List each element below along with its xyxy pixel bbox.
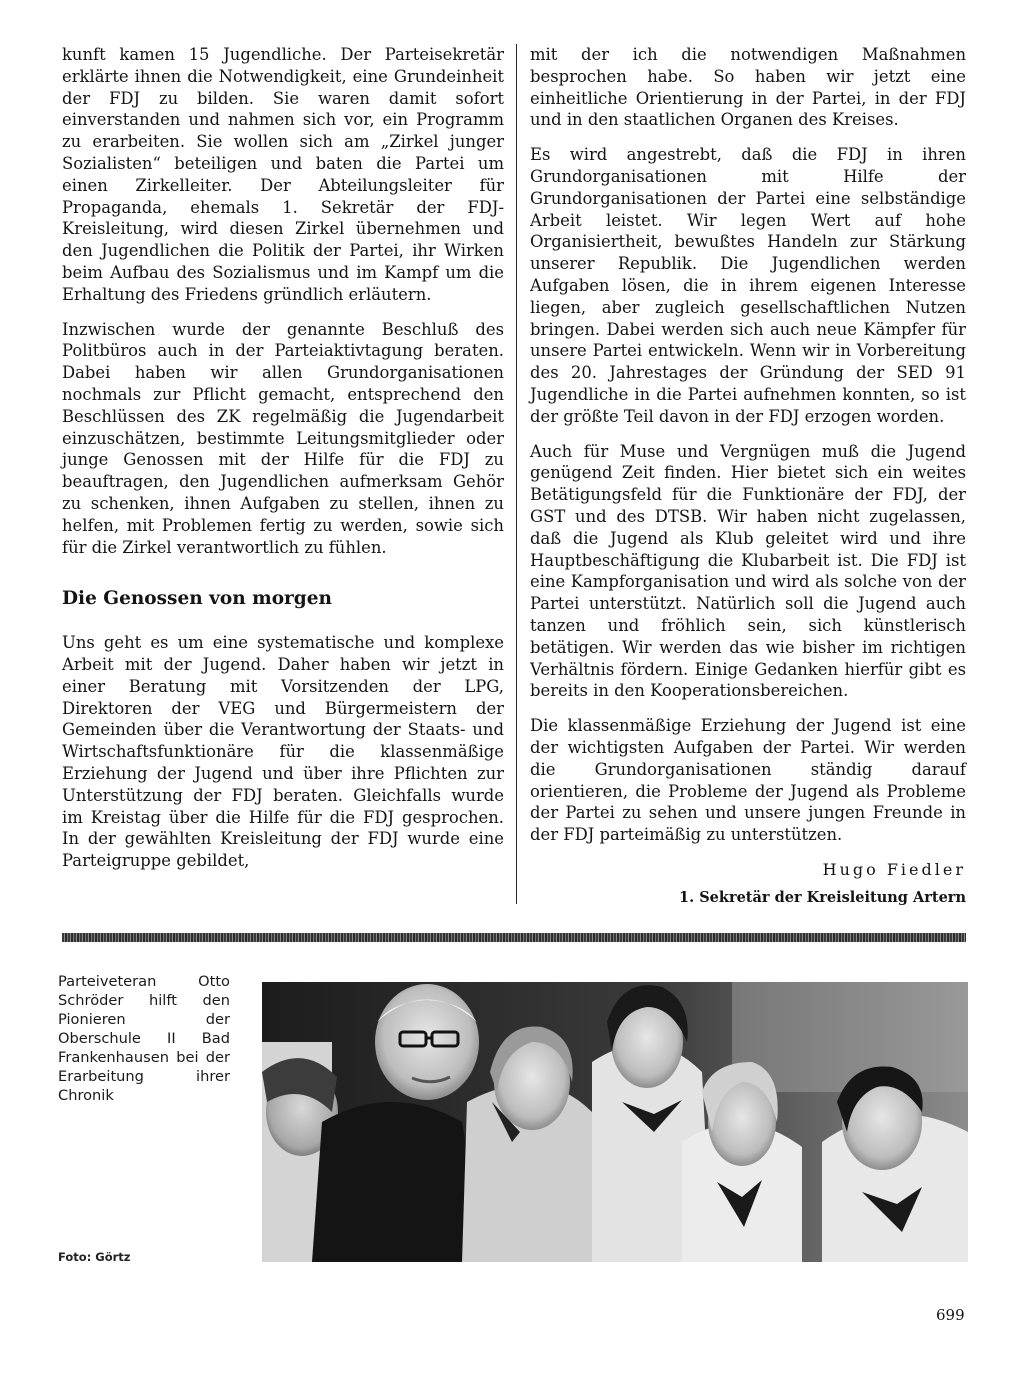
paragraph: Die klassenmäßige Erziehung der Jugend ist eine der wichtigsten Aufgaben der Partei. Wir werden die Grundorganisationen ständig darauf orientieren, die Probleme der Jugend als Probleme der Partei zu sehen und unsere jungen Freunde in der FDJ parteimäßig zu unterstützen. [530, 716, 966, 845]
photo-credit: Foto: Görtz [58, 1250, 131, 1264]
paragraph: Uns geht es um eine systematische und komplexe Arbeit mit der Jugend. Daher haben wir jetzt in einer Beratung mit Vorsitzenden der LPG, Direktoren der VEG und Bürgermeistern der Gemeinden über die Verantwortung der Staats- und Wirtschaftsfunktionäre für die klassenmäßige Erziehung der Jugend und über ihre Pflichten zur Unterstützung der FDJ beraten. Gleichfalls wurde im Kreistag über die Hilfe für die FDJ gesprochen. In der gewählten Kreisleitung der FDJ wurde eine Parteigruppe gebildet, [62, 633, 504, 871]
right-column [530, 44, 966, 908]
author-name: Hugo Fiedler [822, 859, 966, 879]
column-divider [516, 44, 517, 904]
author-title: 1. Sekretär der Kreisleitung Artern [679, 888, 966, 906]
paragraph: Es wird angestrebt, daß die FDJ in ihren Grundorganisationen mit Hilfe der Grundorganisationen der Partei eine selbständige Arbeit leistet. Wir legen Wert auf hohe Organisiertheit, bewußtes Handeln zur Stärkung unserer Republik. Die Jugendlichen werden Aufgaben lösen, die in ihrem eigenen Interesse liegen, aber zugleich gesellschaftlichen Nutzen bringen. Dabei werden sich auch neue Kämpfer für unsere Partei entwickeln. Wenn wir in Vorbereitung des 20. Jahrestages der Gründung der SED 91 Jugendliche in die Partei aufnehmen konnten, so ist der größte Teil davon in der FDJ erzogen worden. [530, 145, 966, 426]
paragraph: Inzwischen wurde der genannte Beschluß des Politbüros auch in der Parteiaktivtagung beraten. Dabei haben wir allen Grundorganisationen nochmals zur Pflicht gemacht, entsprechend den Beschlüssen des ZK regelmäßig die Jugendarbeit einzuschätzen, bestimmte Leitungsmitglieder oder junge Genossen mit der Hilfe für die FDJ zu beauftragen, den Jugendlichen aufmerksam Gehör zu schenken, ihnen Aufgaben zu stellen, ihnen zu helfen, mit Problemen fertig zu werden, sowie sich für die Zirkel verantwortlich zu fühlen. [62, 319, 504, 557]
paragraph: Auch für Muse und Vergnügen muß die Jugend genügend Zeit finden. Hier bietet sich ein weites Betätigungsfeld für die Funktionäre der FDJ, der GST und des DTSB. Wir haben nicht zugelassen, daß die Jugend als Klub geleitet wird und ihre Hauptbeschäftigung die Klubarbeit ist. Die FDJ ist eine Kampforganisation und wird als solche von der Partei unterstützt. Natürlich soll die Jugend auch tanzen und fröhlich sein, sich künstlerisch betätigen. Wir werden das wie bisher im richtigen Verhältnis fördern. Einige Gedanken hierfür gibt es bereits in den Kooperationsbereichen. [530, 441, 966, 701]
photo [262, 982, 968, 1262]
photo-caption: Parteiveteran Otto Schröder hilft den Pionieren der Oberschule II Bad Frankenhausen bei der Erarbeitung ihrer Chronik [58, 973, 230, 1104]
page-number: 699 [936, 1306, 965, 1324]
separator-band [62, 933, 966, 942]
paragraph: kunft kamen 15 Jugendliche. Der Parteisekretär erklärte ihnen die Notwendigkeit, eine Grundeinheit der FDJ zu bilden. Sie waren damit sofort einverstanden und nahmen sich vor, ein Programm zu erarbeiten. Sie wollen sich am „Zirkel junger Sozialisten“ beteiligen und baten die Partei um einen Zirkelleiter. Der Abteilungsleiter für Propaganda, ehemals 1. Sekretär der FDJ-Kreisleitung, wird diesen Zirkel übernehmen und den Jugendlichen die Politik der Partei, ihr Wirken beim Aufbau des Sozialismus und im Kampf um die Erhaltung des Friedens gründlich erläutern. [62, 45, 504, 304]
paragraph: mit der ich die notwendigen Maßnahmen besprochen habe. So haben wir jetzt eine einheitliche Orientierung in der Partei, in der FDJ und in den staatlichen Organen des Kreises. [530, 45, 966, 130]
left-column [62, 44, 504, 885]
photo-image [262, 982, 968, 1262]
section-heading: Die Genossen von morgen [62, 588, 332, 610]
signature [530, 859, 966, 909]
